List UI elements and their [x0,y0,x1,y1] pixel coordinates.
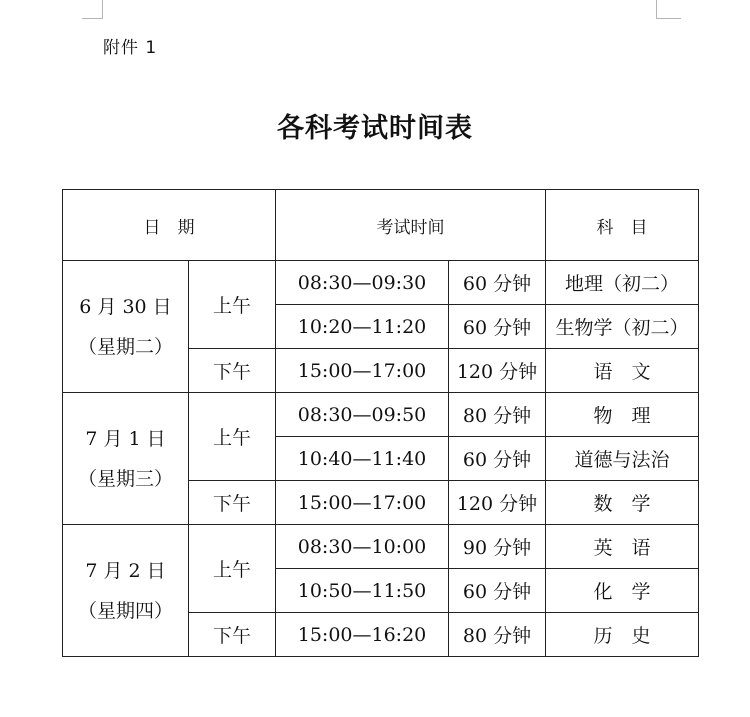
page-title: 各科考试时间表 [277,113,473,144]
exam-subject: 英 语 [546,525,699,569]
exam-subject: 化 学 [546,569,699,613]
exam-subject: 道德与法治 [546,437,699,481]
exam-time: 10:20—11:20 [276,305,449,349]
exam-duration: 60 分钟 [449,261,546,305]
date-cell [63,261,189,393]
date-text: 7 月 2 日 [85,559,166,582]
exam-time: 10:40—11:40 [276,437,449,481]
exam-time: 10:50—11:50 [276,569,449,613]
exam-time: 15:00—16:20 [276,613,449,657]
exam-duration: 60 分钟 [449,305,546,349]
exam-time: 08:30—09:30 [276,261,449,305]
table-row [63,525,699,569]
date-cell [63,525,189,657]
table-row [63,393,699,437]
exam-time: 08:30—10:00 [276,525,449,569]
session-afternoon: 下午 [189,349,276,393]
session-morning: 上午 [189,525,276,613]
exam-subject: 生物学（初二） [546,305,699,349]
session-afternoon: 下午 [189,481,276,525]
exam-time: 15:00—17:00 [276,349,449,393]
header-date: 日 期 [63,190,276,261]
exam-schedule-table [62,189,699,657]
exam-duration: 90 分钟 [449,525,546,569]
date-cell [63,393,189,525]
exam-time: 15:00—17:00 [276,481,449,525]
date-text: 6 月 30 日 [79,295,172,318]
session-morning: 上午 [189,393,276,481]
session-morning: 上午 [189,261,276,349]
exam-duration: 60 分钟 [449,437,546,481]
header-exam-time: 考试时间 [276,190,546,261]
crop-mark-top-left [82,0,103,19]
exam-duration: 80 分钟 [449,613,546,657]
weekday-text: （星期三） [77,467,173,490]
exam-duration: 80 分钟 [449,393,546,437]
exam-subject: 地理（初二） [546,261,699,305]
crop-mark-top-right [656,0,681,19]
exam-duration: 60 分钟 [449,569,546,613]
exam-duration: 120 分钟 [449,349,546,393]
exam-subject: 物 理 [546,393,699,437]
header-subject: 科 目 [546,190,699,261]
exam-subject: 历 史 [546,613,699,657]
attachment-label: 附件 1 [103,38,158,58]
weekday-text: （星期二） [77,335,173,358]
exam-subject: 语 文 [546,349,699,393]
exam-time: 08:30—09:50 [276,393,449,437]
weekday-text: （星期四） [77,599,173,622]
table-row [63,261,699,305]
exam-subject: 数 学 [546,481,699,525]
exam-duration: 120 分钟 [449,481,546,525]
table-header-row [63,190,699,261]
date-text: 7 月 1 日 [85,427,166,450]
session-afternoon: 下午 [189,613,276,657]
